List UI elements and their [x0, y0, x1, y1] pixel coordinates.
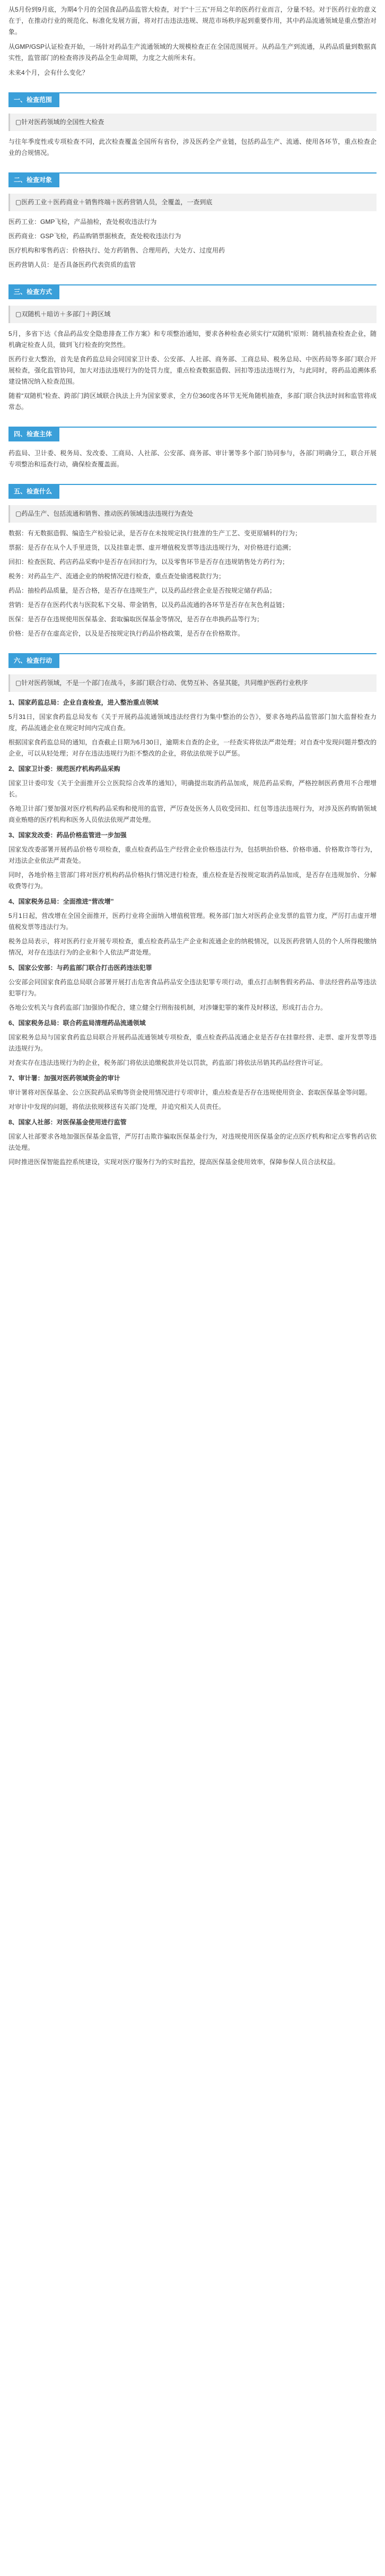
highlight-box — [8, 674, 377, 692]
section-title: 三、检查方式 — [8, 285, 59, 299]
section-title: 二、检查对象 — [8, 173, 59, 187]
body-paragraph: 对查实存在违法违规行为的企业，税务部门将依法追缴税款并处以罚款，药监部门将依法吊销其药品经营许可证。 — [8, 1059, 327, 1066]
body-paragraph: 医药商业：GSP飞检，药品购销票据核查，查处税收违法行为 — [8, 232, 181, 240]
section-title: 一、检查范围 — [8, 93, 59, 107]
body-paragraph: 医保：是否存在违规使用医保基金、套取骗取医保基金等情况，是否存在串换药品等行为； — [8, 615, 264, 623]
body-paragraph: 各地公安机关与食药监部门加强协作配合，建立健全行刑衔接机制，对涉嫌犯罪的案件及时移送，形成打击合力。 — [8, 1004, 327, 1011]
body-paragraph: 公安部会同国家食药监总局联合部署开展打击危害食品药品安全违法犯罪专项行动，重点打击制售假劣药品、非法经营药品等违法犯罪行为。 — [8, 978, 377, 997]
subsection-title: 7、审计署：加强对医药领域资金的审计 — [8, 1074, 120, 1082]
section-title: 五、检查什么 — [8, 484, 59, 499]
highlight-text: ▢医药工业＋医药商业＋销售终端＋医药营销人员，全覆盖，一查到底 — [15, 198, 213, 206]
intro-paragraph: 从GMP/GSP认证检查开始，一场针对药品生产流通领域的大规模检查正在全国范围展开。从药品生产到流通，从药品质量到数据真实性，监管部门的检查将涉及药品全生命周期，力度之大前所未有。 — [8, 43, 377, 62]
body-paragraph: 各地卫计部门要加强对医疗机构药品采购和使用的监管，严厉查处医务人员收受回扣、红包等违法违规行为，对涉及医药购销领域商业贿赂的医疗机构和医务人员依法依规严肃处理。 — [8, 805, 377, 823]
body-paragraph: 医疗机构和零售药店：价格执行、处方药销售、合理用药，大处方、过度用药 — [8, 247, 225, 254]
section-header — [8, 484, 377, 499]
body-paragraph: 国家发改委部署开展药品价格专项检查，重点检查药品生产经营企业价格违法行为，包括哄抬价格、价格串通、价格欺诈等行为，对违法企业依法严肃查处。 — [8, 846, 377, 864]
body-paragraph: 税务：对药品生产、流通企业的纳税情况进行检查，重点查处偷逃税款行为； — [8, 573, 225, 580]
highlight-text: ▢双随机＋暗访＋多部门＋跨区域 — [15, 310, 111, 318]
section-header — [8, 284, 377, 299]
body-paragraph: 5月31日，国家食药监总局发布《关于开展药品流通领域违法经营行为集中整治的公告》，要求各地药品监管部门加大监督检查力度，药品流通企业在规定时间内完成自查。 — [8, 713, 377, 732]
body-paragraph: 同时推进医保智能监控系统建设，实现对医疗服务行为的实时监控，提高医保基金使用效率，保障参保人员合法权益。 — [8, 1158, 340, 1166]
highlight-text: ▢药品生产、包括流通和销售、推动医药领域违法违规行为查处 — [15, 510, 194, 517]
highlight-box — [8, 114, 377, 131]
body-paragraph: 根据国家食药监总局的通知，自查截止日期为6月30日，逾期未自查的企业，一经查实将依法严肃处理；对自查中发现问题并整改的企业，可以从轻处理；对存在违法违规行为拒不整改的企业，将依法依规予以严惩。 — [8, 739, 377, 757]
body-paragraph: 对审计中发现的问题，将依法依规移送有关部门处理，并追究相关人员责任。 — [8, 1103, 225, 1111]
subsection-title: 2、国家卫计委：规范医疗机构药品采购 — [8, 765, 120, 773]
section-title: 六、检查行动 — [8, 654, 59, 668]
body-paragraph: 医药行业大整治，首先是食药监总局会同国家卫计委、公安部、人社部、商务部、工商总局、税务总局、中医药局等多部门联合开展检查，强化监管协同，加大对违法违规行为的处罚力度，重点检查数据造假、回扣等违法违规行为，与此同时，将药品追溯体系建设情况纳入检查范围。 — [8, 355, 377, 385]
highlight-text: ▢针对医药领域，不是一个部门在战斗，多部门联合行动、优势互补、各显其能，共同维护医药行业秩序 — [15, 679, 308, 687]
highlight-text: ▢针对医药领域的全国性大检查 — [15, 118, 104, 126]
body-paragraph: 5月，多省下达《食品药品安全隐患排查工作方案》和专项整治通知，要求各种检查必须实行“双随机”原则：随机抽查检查企业，随机确定检查人员，做到飞行检查的突然性。 — [8, 330, 377, 349]
body-paragraph: 数据：有无数据造假、编造生产检验记录，是否存在未按规定执行批准的生产工艺、变更原辅料的行为； — [8, 530, 302, 537]
divider — [8, 653, 377, 654]
body-paragraph: 价格：是否存在虚高定价，以及是否按规定执行药品价格政策，是否存在价格欺诈。 — [8, 630, 244, 637]
body-paragraph: 国家税务总局与国家食药监总局联合开展药品流通领域专项检查，重点检查药品流通企业是否存在挂靠经营、走票、虚开发票等违法违规行为。 — [8, 1034, 377, 1052]
divider — [8, 172, 377, 174]
section-header — [8, 653, 377, 668]
divider — [8, 92, 377, 93]
subsection-title: 8、国家人社部：对医保基金使用进行监管 — [8, 1118, 127, 1126]
body-paragraph: 5月1日起，营改增在全国全面推开，医药行业将全面纳入增值税管理。税务部门加大对医药企业发票的监管力度，严厉打击虚开增值税发票等违法行为。 — [8, 912, 377, 931]
divider — [8, 427, 377, 428]
intro-paragraph: 从5月份到9月底，为期4个月的全国食品药品监管大检查，对于“十三五”开局之年的医药行业而言，分量不轻。对于医药行业的意义在于，在推动行业的规范化、标准化发展方面，将对打击违法违规、规范市场秩序起到重要作用，其中药品流通领域是重点整治对象。 — [8, 6, 377, 36]
body-paragraph: 药品：抽检药品质量，是否合格，是否存在违规生产，以及药品经营企业是否按规定储存药品； — [8, 587, 276, 594]
highlight-box — [8, 194, 377, 211]
body-paragraph: 营销：是否存在医药代表与医院私下交易、带金销售，以及药品流通的各环节是否存在灰色利益链； — [8, 601, 289, 609]
body-paragraph: 医药工业：GMP飞检，产品抽检，查处税收违法行为 — [8, 218, 157, 225]
article — [0, 0, 385, 1182]
highlight-box — [8, 505, 377, 523]
body-paragraph: 票据：是否存在从个人手里进货，以及挂靠走票、虚开增值税发票等违法违规行为，对价格进行追溯； — [8, 544, 295, 551]
intro — [8, 4, 377, 79]
body-paragraph: 审计署将对医保基金、公立医院药品采购等资金使用情况进行专项审计，重点检查是否存在违规使用资金、套取医保基金等问题。 — [8, 1089, 372, 1096]
body-paragraph: 药监局、卫计委、税务局、发改委、工商局、人社部、公安部、商务部、审计署等多个部门协同参与，各部门明确分工，联合开展专项整治和巡查行动，确保检查覆盖面。 — [8, 449, 377, 468]
divider — [8, 284, 377, 285]
subsection-title: 6、国家税务总局：联合药监局清理药品流通领域 — [8, 1019, 146, 1027]
body-paragraph: 与往年季度性或专项检查不同，此次检查覆盖全国所有省份，涉及医药全产业链，包括药品生产、流通、使用各环节，重点检查企业的合规情况。 — [8, 138, 377, 157]
body-paragraph: 随着“双随机”检查、跨部门跨区域联合执法上升为国家要求，全方位360度各环节无死角随机抽查，多部门联合执法时间和监管将成常态。 — [8, 392, 377, 411]
body-paragraph: 国家卫计委印发《关于全面推开公立医院综合改革的通知》，明确提出取消药品加成，规范药品采购，严格控制医药费用不合理增长。 — [8, 779, 377, 798]
body-paragraph: 同时，各地价格主管部门将对医疗机构药品价格执行情况进行检查，重点检查是否按规定取消药品加成，是否存在违规加价、分解收费等行为。 — [8, 871, 377, 890]
subsection-title: 5、国家公安部：与药监部门联合打击医药违法犯罪 — [8, 964, 152, 972]
highlight-box — [8, 306, 377, 323]
subsection-title: 4、国家税务总局：全面推进“营改增” — [8, 898, 114, 905]
body-paragraph: 国家人社部要求各地加强医保基金监管，严厉打击欺诈骗取医保基金行为，对违规使用医保基金的定点医疗机构和定点零售药店依法处理。 — [8, 1133, 377, 1151]
body-paragraph: 回扣：检查医院、药店药品采购中是否存在回扣行为，以及零售环节是否存在违规销售处方药行为； — [8, 558, 289, 566]
body-paragraph: 税务总局表示，将对医药行业开展专项检查，重点检查药品生产企业和流通企业的纳税情况，以及医药营销人员的个人所得税缴纳情况，对存在违法行为的企业和个人依法严肃处理。 — [8, 938, 377, 956]
divider — [8, 484, 377, 485]
section-header — [8, 427, 377, 441]
body-paragraph: 医药营销人员：是否具备医药代表资质的监管 — [8, 261, 136, 268]
section-header — [8, 92, 377, 107]
section-title: 四、检查主体 — [8, 427, 59, 441]
section-header — [8, 172, 377, 187]
subsection-title: 1、国家药监总局：企业自查检查，进入整治重点领域 — [8, 699, 159, 706]
intro-paragraph: 未来4个月，会有什么变化？ — [8, 69, 89, 76]
subsection-title: 3、国家发改委：药品价格监管进一步加强 — [8, 831, 127, 839]
